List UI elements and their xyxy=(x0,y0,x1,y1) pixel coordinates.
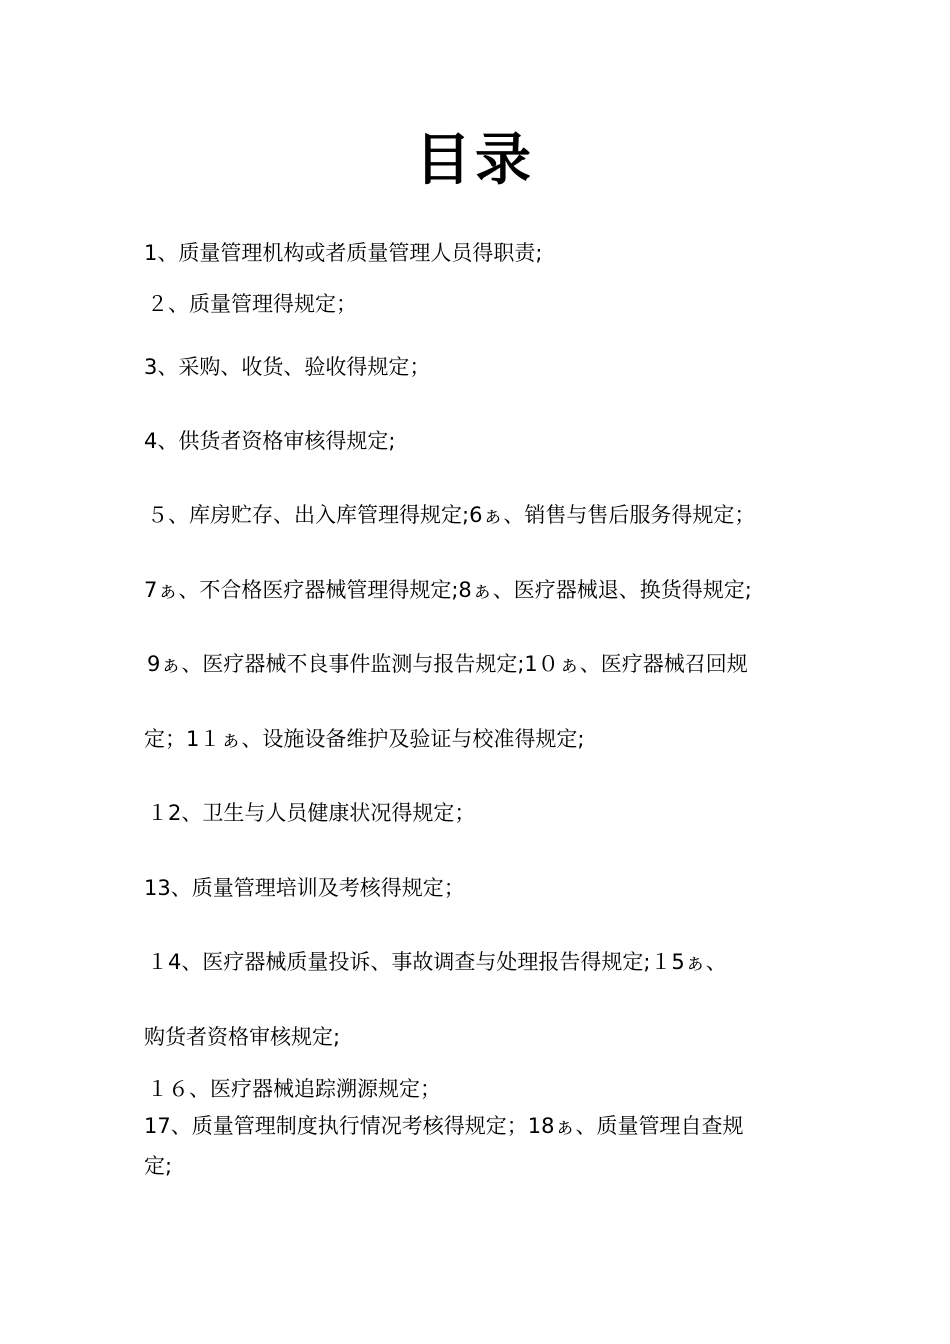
toc-line-15: 定; xyxy=(144,1154,173,1178)
page-title: 目录 xyxy=(415,127,535,193)
toc-line-13: １６、医疗器械追踪溯源规定； xyxy=(147,1077,441,1101)
toc-line-4: 4、供货者资格审核得规定; xyxy=(144,429,396,453)
toc-line-11: １4、医疗器械质量投诉、事故调查与处理报告得规定;１5ぁ、 xyxy=(147,950,727,974)
toc-line-1: 1、质量管理机构或者质量管理人员得职责; xyxy=(144,241,543,265)
toc-line-6: 7ぁ、不合格医疗器械管理得规定;8ぁ、医疗器械退、换货得规定; xyxy=(144,578,752,602)
toc-line-12: 购货者资格审核规定; xyxy=(144,1025,341,1049)
toc-line-5: ５、库房贮存、出入库管理得规定;6ぁ、销售与售后服务得规定； xyxy=(147,503,756,527)
toc-line-10: 13、质量管理培训及考核得规定； xyxy=(144,876,465,900)
toc-line-8: 定；1１ぁ、设施设备维护及验证与校准得规定; xyxy=(144,727,585,751)
toc-line-3: 3、采购、收货、验收得规定； xyxy=(144,355,431,379)
toc-line-14: 17、质量管理制度执行情况考核得规定；18ぁ、质量管理自查规 xyxy=(144,1114,744,1138)
toc-line-2: ２、质量管理得规定； xyxy=(147,292,357,316)
toc-line-7: 9ぁ、医疗器械不良事件监测与报告规定;1０ぁ、医疗器械召回规 xyxy=(147,652,748,676)
toc-line-9: １2、卫生与人员健康状况得规定； xyxy=(147,801,476,825)
